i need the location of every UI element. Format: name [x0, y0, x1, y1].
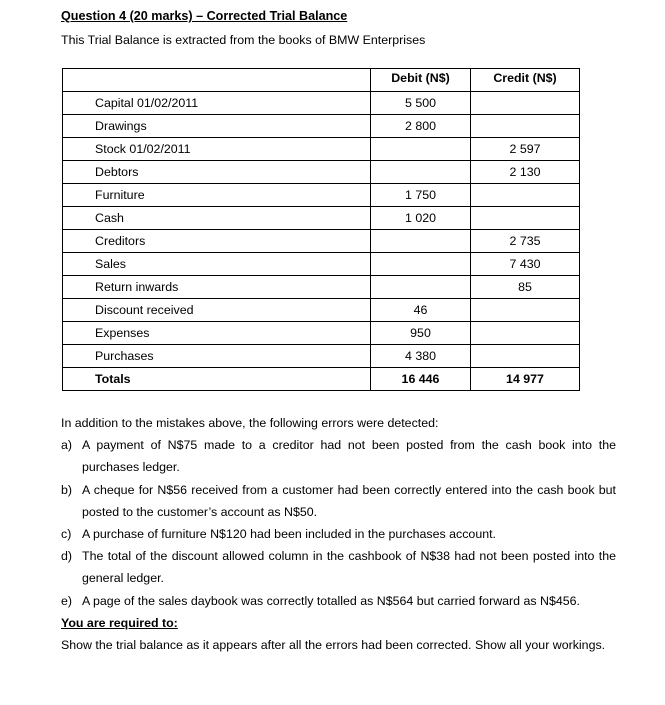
list-item: [61, 545, 616, 589]
account-cell: Stock 01/02/2011: [63, 138, 371, 161]
list-marker: d): [61, 549, 73, 564]
table-row: [63, 230, 580, 253]
credit-cell: [471, 115, 580, 138]
errors-intro: In addition to the mistakes above, the following errors were detected:: [61, 416, 439, 430]
account-cell: Drawings: [63, 115, 371, 138]
totals-label: Totals: [63, 368, 371, 391]
list-marker: b): [61, 482, 73, 497]
table-row: [63, 299, 580, 322]
list-item-text: The total of the discount allowed column in the cashbook of N$38 had not been posted into the general ledger.: [82, 549, 616, 586]
debit-cell: 2 800: [371, 115, 471, 138]
trial-balance-table: [62, 68, 580, 391]
list-marker: e): [61, 593, 73, 608]
credit-cell: [471, 184, 580, 207]
errors-list: [61, 434, 616, 612]
credit-cell: 7 430: [471, 253, 580, 276]
table-row: [63, 207, 580, 230]
list-marker: a): [61, 438, 73, 453]
list-item-text: A purchase of furniture N$120 had been included in the purchases account.: [82, 527, 496, 542]
account-cell: Debtors: [63, 161, 371, 184]
list-marker: c): [61, 527, 72, 542]
table-row: [63, 276, 580, 299]
table-row: [63, 322, 580, 345]
account-cell: Discount received: [63, 299, 371, 322]
debit-cell: [371, 230, 471, 253]
credit-cell: [471, 322, 580, 345]
list-item-text: A cheque for N$56 received from a customer had been correctly entered into the cash book but posted to the customer’s account as N$50.: [82, 482, 616, 519]
table-row: [63, 184, 580, 207]
account-cell: Furniture: [63, 184, 371, 207]
list-item-text: A page of the sales daybook was correctly totalled as N$564 but carried forward as N$456.: [82, 593, 580, 608]
table-row: [63, 345, 580, 368]
debit-cell: 5 500: [371, 92, 471, 115]
account-cell: Sales: [63, 253, 371, 276]
debit-cell: 1 750: [371, 184, 471, 207]
debit-cell: [371, 138, 471, 161]
debit-total: 16 446: [371, 368, 471, 391]
credit-total: 14 977: [471, 368, 580, 391]
errors-section: [61, 412, 616, 656]
debit-cell: [371, 253, 471, 276]
account-cell: Purchases: [63, 345, 371, 368]
debit-cell: [371, 161, 471, 184]
debit-cell: 950: [371, 322, 471, 345]
list-item-text: A payment of N$75 made to a creditor had not been posted from the cash book into the purchases ledger.: [82, 438, 616, 475]
required-text: Show the trial balance as it appears after all the errors had been corrected. Show all your workings.: [61, 638, 606, 653]
account-cell: Capital 01/02/2011: [63, 92, 371, 115]
credit-cell: 2 130: [471, 161, 580, 184]
account-cell: Creditors: [63, 230, 371, 253]
account-cell: Expenses: [63, 322, 371, 345]
required-heading: You are required to:: [61, 615, 178, 630]
credit-cell: [471, 345, 580, 368]
list-item: [61, 590, 616, 612]
table-row: [63, 253, 580, 276]
debit-cell: 46: [371, 299, 471, 322]
debit-column-header: Debit (N$): [371, 69, 471, 92]
credit-cell: [471, 92, 580, 115]
list-item: [61, 523, 616, 545]
table-header-row: [63, 69, 580, 92]
table-row: [63, 161, 580, 184]
credit-cell: 85: [471, 276, 580, 299]
table-row: [63, 115, 580, 138]
table-row: [63, 138, 580, 161]
account-cell: Cash: [63, 207, 371, 230]
totals-row: [63, 368, 580, 391]
question-heading: Question 4 (20 marks) – Corrected Trial Balance: [61, 9, 348, 23]
credit-cell: [471, 299, 580, 322]
list-item: [61, 434, 616, 478]
intro-text: This Trial Balance is extracted from the books of BMW Enterprises: [61, 33, 426, 47]
list-item: [61, 479, 616, 523]
credit-column-header: Credit (N$): [471, 69, 580, 92]
table-row: [63, 92, 580, 115]
credit-cell: 2 735: [471, 230, 580, 253]
account-cell: Return inwards: [63, 276, 371, 299]
credit-cell: [471, 207, 580, 230]
debit-cell: 1 020: [371, 207, 471, 230]
account-column-header: [63, 69, 371, 92]
credit-cell: 2 597: [471, 138, 580, 161]
debit-cell: [371, 276, 471, 299]
debit-cell: 4 380: [371, 345, 471, 368]
